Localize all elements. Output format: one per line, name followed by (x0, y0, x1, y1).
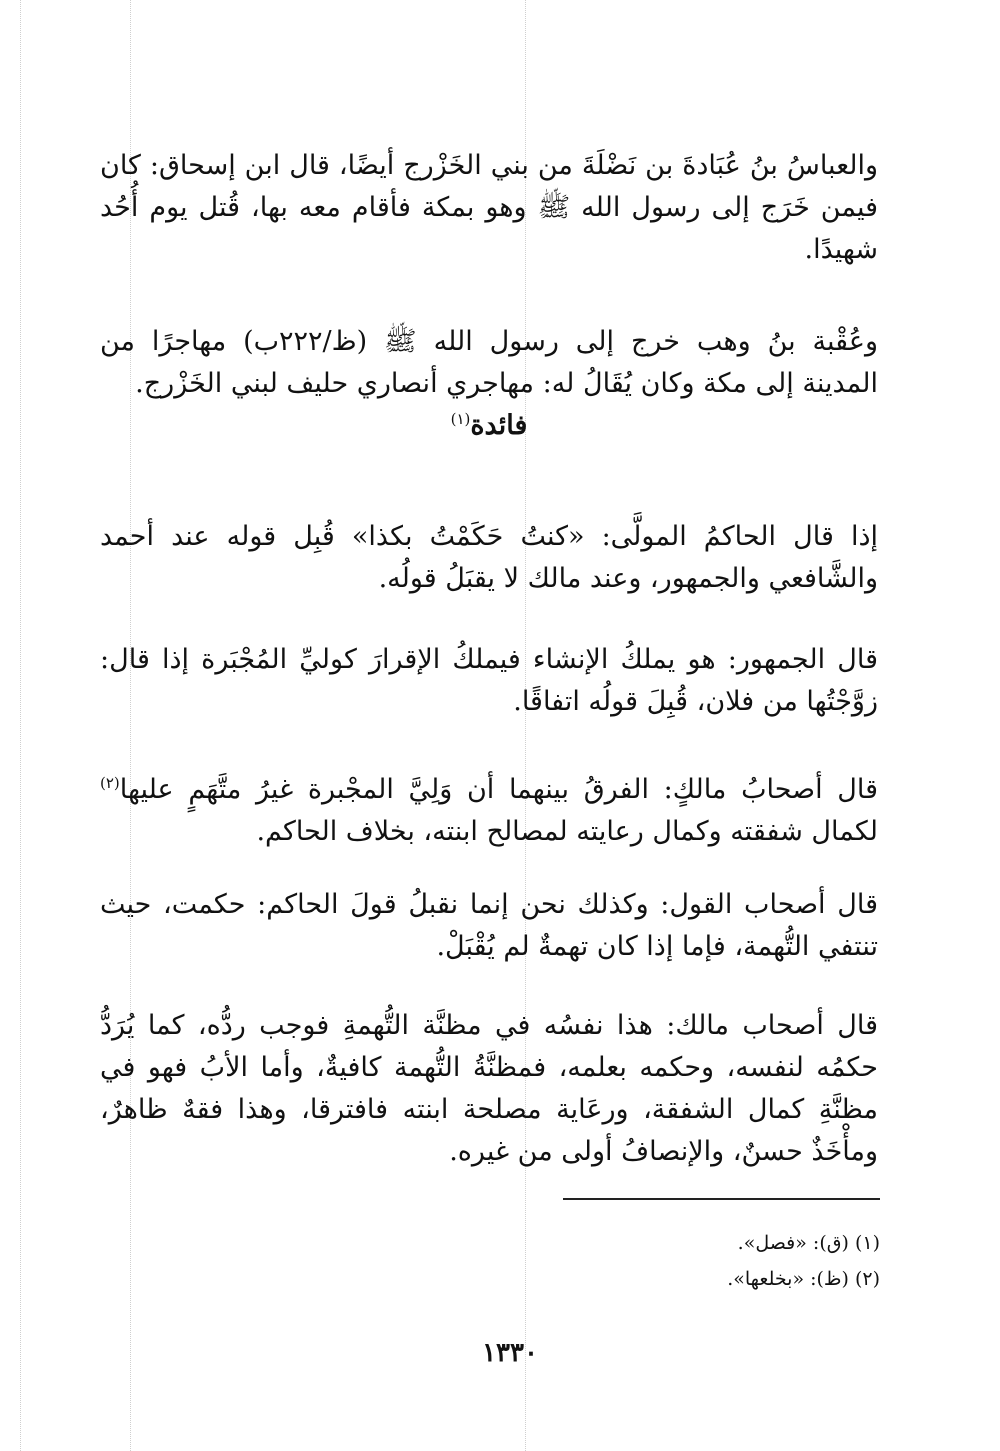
footnote-divider (563, 1198, 880, 1200)
footnotes (560, 1225, 880, 1297)
scan-guide-line (20, 0, 21, 1451)
footnote-1: (١) (ق): «فصل». (737, 1232, 880, 1254)
heading-footnote-marker: (١) (450, 410, 471, 428)
heading-text: فائدة (470, 410, 528, 441)
paragraph-judge-statement: إذا قال الحاكمُ المولَّى: «كنتُ حَكَمْتُ بكذا» قُبِل قوله عند أحمد والشَّافعي والجمهور، وعند مالك لا يقبَلُ قولُه. (100, 521, 878, 594)
paragraph-majority: قال الجمهور: هو يملكُ الإنشاء فيملكُ الإقرارَ كوليِّ المُجْبَرة إذا قال: زوَّجْتُها من فلان، قُبِلَ قولُه اتفاقًا. (100, 644, 878, 717)
section-heading (100, 410, 878, 441)
page-number: ١٣٣٠ (482, 1338, 538, 1368)
paragraph-malik-reply: قال أصحاب مالك: هذا نفسُه في مظنَّة التُّهمةِ فوجب ردُّه، كما يُرَدُّ حكمُه لنفسه، وحكمه بعلمه، فمظنَّةُ التُّهمة كافيةٌ، وأما الأبُ فهو في مظنَّةِ كمال الشفقة، ورعَاية مصلحة ابنته فافترقا، وهذا فقهٌ ظاهرٌ، ومأْخَذٌ حسنٌ، والإنصافُ أولى من غيره. (100, 1010, 878, 1167)
paragraph-uqba: وعُقْبة بنُ وهب خرج إلى رسول الله ﷺ (ظ/٢٢٢ب) مهاجرًا من المدينة إلى مكة وكان يُقَالُ له: مهاجري أنصاري حليف لبني الخَزْرج. (100, 326, 878, 399)
paragraph-abbas: والعباسُ بنُ عُبَادةَ بن نَضْلَةَ من بني الخَزْرج أيضًا، قال ابن إسحاق: كان فيمن خَرَج إلى رسول الله ﷺ وهو بمكة فأقام معه بها، قُتل يوم أُحُد شهيدًا. (100, 150, 878, 265)
paragraph-text: قال أصحابُ مالكٍ: الفرقُ بينهما أن وَلِيَّ المجْبرة غيرُ متَّهَمٍ عليها (119, 774, 878, 805)
footnote-2: (٢) (ظ): «بخلعها». (727, 1268, 880, 1290)
paragraph-other-view: قال أصحاب القول: وكذلك نحن إنما نقبلُ قولَ الحاكم: حكمت، حيث تنتفي التُّهمة، فإما إذا كان تهمةٌ لم يُقْبَلْ. (100, 889, 878, 962)
paragraph-malik-companions (100, 762, 878, 853)
footnote-marker: (٢) (100, 774, 120, 792)
paragraph-text: لكمال شفقته وكمال رعايته لمصالح ابنته، بخلاف الحاكم. (256, 816, 878, 847)
